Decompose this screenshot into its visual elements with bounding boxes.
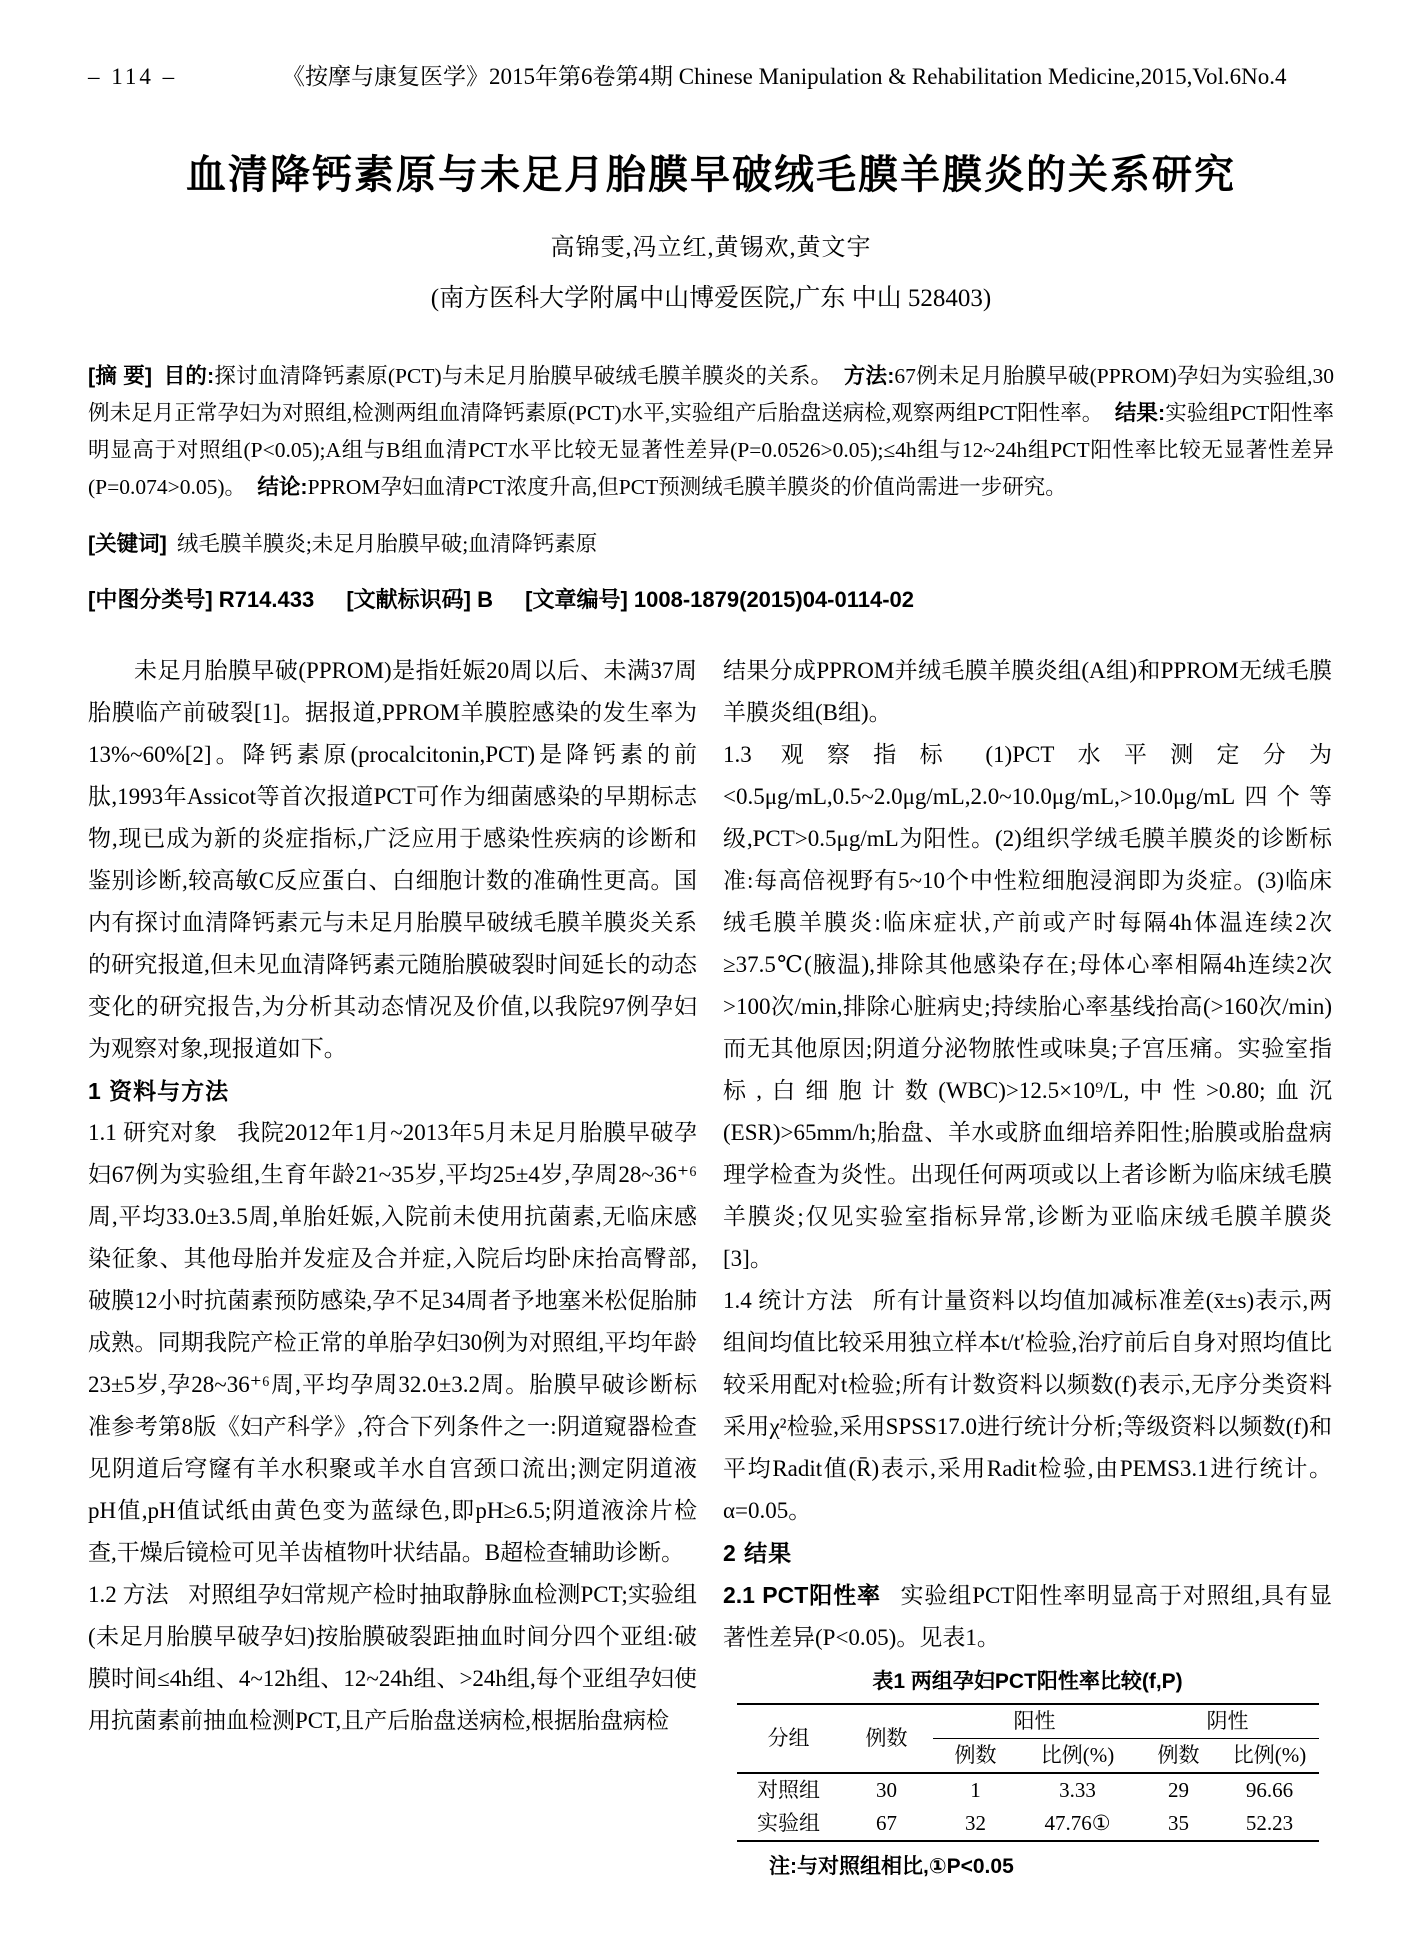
header-positive: 阳性 xyxy=(933,1704,1137,1739)
subheader-positive-ratio: 比例(%) xyxy=(1040,1742,1115,1767)
abstract-label: [摘 要] xyxy=(88,363,153,388)
section-1-3-text: (1)PCT水平测定分为<0.5μg/mL,0.5~2.0μg/mL,2.0~10.0μg/mL,>10.0μg/mL四个等级,PCT>0.5μg/mL为阳性。(2)组织学绒毛膜羊膜炎的诊断标准:每高倍视野有5~10个中性粒细胞浸润即为炎症。(3)临床绒毛膜羊膜炎:临床症状,产前或产时每隔4h体温连续2次≥37.5℃(腋温),排除其他感染存在;母体心率相隔4h连续2次>100次/min,排除心脏病史;持续胎心率基线抬高(>160次/min)而无其他原因;阴道分泌物脓性或味臭;子宫压痛。实验室指标,白细胞计数(WBC)>12.5×10⁹/L,中性>0.80;血沉(ESR)>65mm/h;胎盘、羊水或脐血细培养阳性;胎膜或胎盘病理学检查为炎性。出现任何两项或以上者诊断为临床绒毛膜羊膜炎;仅见实验室指标异常,诊断为亚临床绒毛膜羊膜炎[3]。 xyxy=(723,741,1333,1271)
table-header xyxy=(737,1704,1319,1773)
section-1-2-text: 对照组孕妇常规产检时抽取静脉血检测PCT;实验组(未足月胎膜早破孕妇)按胎膜破裂距抽血时间分四个亚组:破膜时间≤4h组、4~12h组、12~24h组、>24h组,每个亚组孕妇使用抗菌素前抽血检测PCT,且产后胎盘送病检,根据胎盘病检 xyxy=(88,1581,697,1733)
right-column xyxy=(723,650,1332,1882)
table-1-note: 注:与对照组相比,①P<0.05 xyxy=(769,1854,1014,1878)
subheader-negative-cases: 例数 xyxy=(1157,1742,1200,1767)
section-1-3-paragraph xyxy=(723,734,1332,1280)
intro-text: 未足月胎膜早破(PPROM)是指妊娠20周以后、未满37周胎膜临产前破裂[1]。据报道,PPROM羊膜腔感染的发生率为13%~60%[2]。降钙素原(procalcitonin,PCT)是降钙素的前肽,1993年Assicot等首次报道PCT可作为细菌感染的早期标志物,现已成为新的炎症指标,广泛应用于感染性疾病的诊断和鉴别诊断,较高敏C反应蛋白、白细胞计数的准确性更高。国内有探讨血清降钙素元与未足月胎膜早破绒毛膜羊膜炎关系的研究报道,但未见血清降钙素元随胎膜破裂时间延长的动态变化的研究报告,为分析其动态情况及价值,以我院97例孕妇为观察对象,现报道如下。 xyxy=(88,657,697,1061)
section-2-1-text: 实验组PCT阳性率明显高于对照组,具有显著性差异(P<0.05)。见表1。 xyxy=(723,1582,1332,1650)
abstract-objective-label: 目的: xyxy=(163,363,215,388)
section-1-2-lead: 1.2 方法 xyxy=(88,1581,169,1607)
header-cases: 例数 xyxy=(865,1725,908,1750)
subheader-positive-cases: 例数 xyxy=(954,1742,997,1767)
section-2-1-paragraph xyxy=(723,1574,1332,1659)
cell-neg-pct: 96.66 xyxy=(1245,1777,1294,1802)
cell-neg-pct: 52.23 xyxy=(1245,1810,1294,1835)
cell-group: 对照组 xyxy=(757,1777,820,1802)
abstract-objective-text: 探讨血清降钙素原(PCT)与未足月胎膜早破绒毛膜羊膜炎的关系。 xyxy=(214,363,833,388)
page-number: – 114 – xyxy=(88,64,178,89)
section-2-heading: 2 结果 xyxy=(723,1539,793,1566)
section-1-4-paragraph xyxy=(723,1280,1332,1532)
section-1-2-paragraph xyxy=(88,1574,697,1742)
running-head xyxy=(88,58,1334,91)
journal-citation: 《按摩与康复医学》2015年第6卷第4期 Chinese Manipulation & Rehabilitation Medicine,2015,Vol.6No.4 xyxy=(282,64,1287,89)
section-1-heading: 1 资料与方法 xyxy=(88,1077,230,1104)
cell-pos-pct: 47.76① xyxy=(1044,1810,1111,1835)
cell-pos-n: 32 xyxy=(965,1810,986,1835)
keywords-label: [关键词] xyxy=(88,532,167,557)
keywords-text: 绒毛膜羊膜炎;未足月胎膜早破;血清降钙素原 xyxy=(176,532,598,557)
abstract-conclusion-label: 结论: xyxy=(257,474,308,499)
cell-group: 实验组 xyxy=(757,1810,820,1835)
section-1-1-text: 我院2012年1月~2013年5月未足月胎膜早破孕妇67例为实验组,生育年龄21~35岁,平均25±4岁,孕周28~36⁺⁶周,平均33.0±3.5周,单胎妊娠,入院前未使用抗菌素,无临床感染征象、其他母胎并发症及合并症,入院后均卧床抬高臀部,破膜12小时抗菌素预防感染,孕不足34周者予地塞米松促胎肺成熟。同期我院产检正常的单胎孕妇30例为对照组,平均年龄23±5岁,孕28~36⁺⁶周,平均孕周32.0±3.2周。胎膜早破诊断标准参考第8版《妇产科学》,符合下列条件之一:阴道窥器检查见阴道后穹窿有羊水积聚或羊水自宫颈口流出;测定阴道液pH值,pH值试纸由黄色变为蓝绿色,即pH≥6.5;阴道液涂片检查,干燥后镜检可见羊齿植物叶状结晶。B超检查辅助诊断。 xyxy=(88,1119,698,1565)
section-1-3-lead: 1.3 观察指标 xyxy=(723,741,966,767)
cell-pos-n: 1 xyxy=(970,1777,981,1802)
table-1-title: 表1 两组孕妇PCT阳性率比较(f,P) xyxy=(872,1669,1183,1693)
clc-label: [中图分类号] xyxy=(88,586,213,612)
section-1-2-continuation-text: 结果分成PPROM并绒毛膜羊膜炎组(A组)和PPROM无绒毛膜羊膜炎组(B组)。 xyxy=(723,657,1332,725)
cell-n: 67 xyxy=(876,1810,897,1835)
article-id-label: [文章编号] xyxy=(525,586,628,612)
section-1-1-paragraph xyxy=(88,1112,697,1574)
section-1-4-text: 所有计量资料以均值加减标准差(x̄±s)表示,两组间均值比较采用独立样本t/t′检验,治疗前后自身对照均值比较采用配对t检验;所有计数资料以频数(f)表示,无序分类资料采用χ²检验,采用SPSS17.0进行统计分析;等级资料以频数(f)和平均Radit值(R̄)表示,采用Radit检验,由PEMS3.1进行统计。α=0.05。 xyxy=(723,1287,1332,1523)
keywords-line xyxy=(88,527,1334,561)
table-row-control xyxy=(737,1773,1319,1807)
abstract-results-text: 实验组PCT阳性率明显高于对照组(P<0.05);A组与B组血清PCT水平比较无显著性差异(P=0.0526>0.05);≤4h组与12~24h组PCT阳性率比较无显著性差异(P=0.074>0.05)。 xyxy=(88,400,1335,499)
section-1-4-lead: 1.4 统计方法 xyxy=(723,1287,854,1313)
section-2-1-lead: 2.1 PCT阳性率 xyxy=(723,1581,881,1608)
article-title: 血清降钙素原与未足月胎膜早破绒毛膜羊膜炎的关系研究 xyxy=(186,153,1236,197)
clc-number: R714.433 xyxy=(218,586,315,612)
header-group: 分组 xyxy=(767,1725,810,1750)
cell-n: 30 xyxy=(876,1777,897,1802)
pct-comparison-table xyxy=(737,1703,1319,1842)
intro-paragraph xyxy=(88,650,697,1070)
article-id: 1008-1879(2015)04-0114-02 xyxy=(633,586,915,612)
abstract xyxy=(88,358,1334,506)
cell-pos-pct: 3.33 xyxy=(1059,1777,1096,1802)
header-negative: 阴性 xyxy=(1137,1704,1319,1739)
section-1-1-lead: 1.1 研究对象 xyxy=(88,1119,218,1145)
affiliation: (南方医科大学附属中山博爱医院,广东 中山 528403) xyxy=(430,284,992,312)
abstract-conclusion-text: PPROM孕妇血清PCT浓度升高,但PCT预测绒毛膜羊膜炎的价值尚需进一步研究。 xyxy=(307,474,1067,499)
abstract-methods-text: 67例未足月胎膜早破(PPROM)孕妇为实验组,30例未足月正常孕妇为对照组,检测两组血清降钙素原(PCT)水平,实验组产后胎盘送病检,观察两组PCT阳性率。 xyxy=(88,363,1335,425)
cell-neg-n: 35 xyxy=(1168,1810,1189,1835)
cell-neg-n: 29 xyxy=(1168,1777,1189,1802)
section-1-2-continuation xyxy=(723,650,1332,734)
subheader-negative-ratio: 比例(%) xyxy=(1232,1742,1307,1767)
abstract-results-label: 结果: xyxy=(1114,400,1166,425)
authors: 高锦雯,冯立红,黄锡欢,黄文宇 xyxy=(550,234,872,261)
body-columns xyxy=(88,650,1334,1882)
doc-code-label: [文献标识码] xyxy=(346,586,471,612)
table-row-experimental xyxy=(737,1807,1319,1841)
classification-line xyxy=(88,583,1334,614)
abstract-methods-label: 方法: xyxy=(843,363,895,388)
left-column xyxy=(88,650,697,1882)
doc-code: B xyxy=(477,586,493,612)
